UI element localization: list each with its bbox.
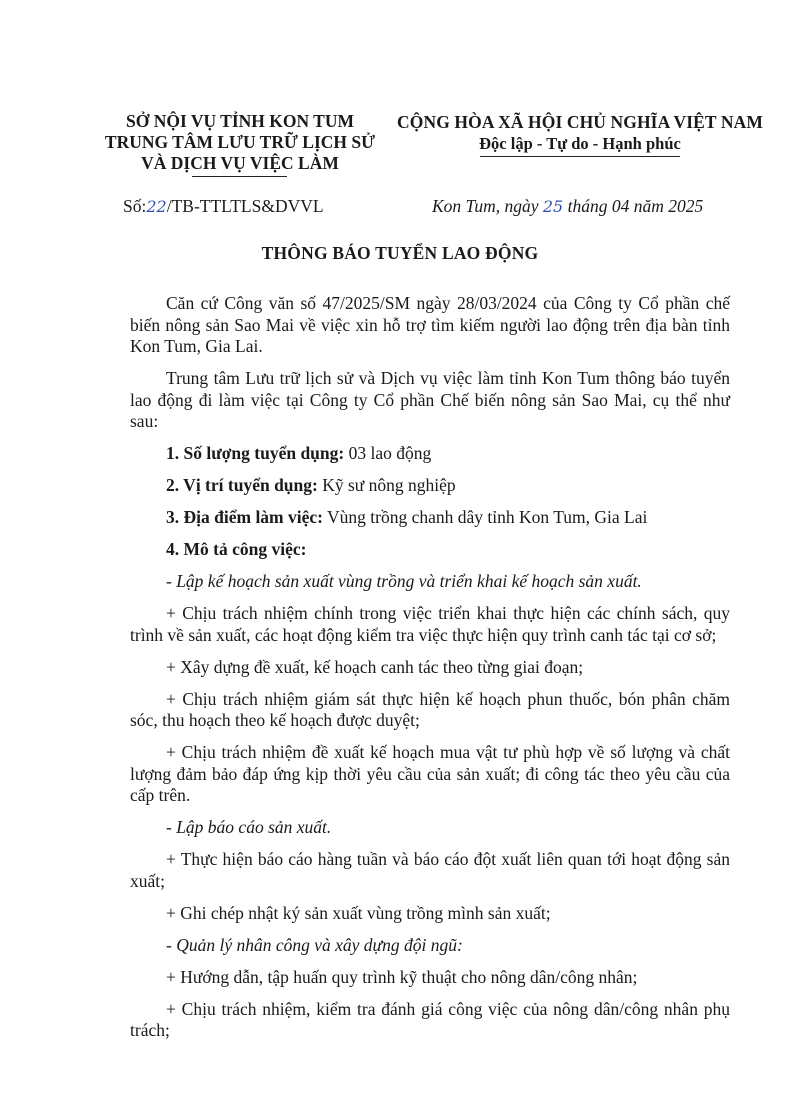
handwritten-number: 22 xyxy=(146,197,167,216)
handwritten-day: 25 xyxy=(542,197,564,216)
national-heading xyxy=(395,112,765,154)
item-location xyxy=(130,507,730,529)
org-line-2: TRUNG TÂM LƯU TRỮ LỊCH SỬ xyxy=(104,132,376,152)
org-line-1: SỞ NỘI VỤ TỈNH KON TUM xyxy=(125,111,355,131)
bullet-planning-1: + Chịu trách nhiệm chính trong việc triển khai thực hiện các chính sách, quy trình về sản xuất, các hoạt động kiểm tra việc thực hiện quy trình canh tác tại cơ sở; xyxy=(130,603,730,645)
bullet-reporting-1: + Thực hiện báo cáo hàng tuần và báo cáo đột xuất liên quan tới hoạt động sản xuất; xyxy=(130,849,730,891)
bullet-management-1: + Hướng dẫn, tập huấn quy trình kỹ thuật cho nông dân/công nhân; xyxy=(166,966,638,987)
subheading-planning: - Lập kế hoạch sản xuất vùng trồng và triển khai kế hoạch sản xuất. xyxy=(166,571,642,591)
subheading-reporting: - Lập báo cáo sản xuất. xyxy=(166,817,332,837)
item-quantity-label: 1. Số lượng tuyển dụng: xyxy=(166,443,345,463)
item-position-label: 2. Vị trí tuyển dụng: xyxy=(166,475,318,495)
issue-date xyxy=(432,196,703,217)
document-body xyxy=(130,293,730,1052)
org-underline xyxy=(192,176,287,177)
org-line-3: VÀ DỊCH VỤ VIỆC LÀM xyxy=(141,153,339,173)
national-motto: Độc lập - Tự do - Hạnh phúc xyxy=(479,134,681,153)
doc-number-prefix: Số: xyxy=(123,196,147,216)
bullet-planning-4: + Chịu trách nhiệm đề xuất kế hoạch mua vật tư phù hợp về số lượng và chất lượng đảm bảo đáp ứng kịp thời yêu cầu của sản xuất; đi công tác theo yêu cầu của cấp trên. xyxy=(130,742,730,805)
document-title: THÔNG BÁO TUYỂN LAO ĐỘNG xyxy=(261,243,539,263)
item-job-description: 4. Mô tả công việc: xyxy=(166,539,307,559)
motto-underline xyxy=(480,156,680,157)
item-position-value: Kỹ sư nông nghiệp xyxy=(322,475,456,495)
subheading-management: - Quản lý nhân công và xây dựng đội ngũ: xyxy=(166,934,463,955)
item-position xyxy=(130,475,730,497)
item-location-value: Vùng trồng chanh dây tỉnh Kon Tum, Gia Lai xyxy=(327,507,648,527)
item-quantity xyxy=(130,443,730,465)
bullet-planning-2: + Xây dựng đề xuất, kế hoạch canh tác theo từng giai đoạn; xyxy=(166,656,584,677)
nation-name: CỘNG HÒA XÃ HỘI CHỦ NGHĨA VIỆT NAM xyxy=(397,112,763,132)
document-number xyxy=(123,196,324,217)
paragraph-basis: Căn cứ Công văn số 47/2025/SM ngày 28/03/2024 của Công ty Cổ phần chế biến nông sản Sao Mai về việc xin hỗ trợ tìm kiếm người lao động trên địa bàn tỉnh Kon Tum, Gia Lai. xyxy=(130,293,730,356)
bullet-planning-3: + Chịu trách nhiệm giám sát thực hiện kế hoạch phun thuốc, bón phân chăm sóc, thu hoạch theo kế hoạch được duyệt; xyxy=(130,688,730,730)
bullet-management-2: + Chịu trách nhiệm, kiểm tra đánh giá công việc của nông dân/công nhân phụ trách; xyxy=(130,998,730,1040)
item-quantity-value: 03 lao động xyxy=(348,443,432,463)
item-location-label: 3. Địa điểm làm việc: xyxy=(166,507,323,527)
paragraph-announcement: Trung tâm Lưu trữ lịch sử và Dịch vụ việc làm tỉnh Kon Tum thông báo tuyển lao động đi làm việc tại Công ty Cổ phần Chế biến nông sản Sao Mai, cụ thể như sau: xyxy=(130,368,730,431)
doc-number-suffix: /TB-TTLTLS&DVVL xyxy=(166,196,324,216)
bullet-reporting-2: + Ghi chép nhật ký sản xuất vùng trồng mình sản xuất; xyxy=(166,902,551,923)
date-suffix: tháng 04 năm 2025 xyxy=(567,196,704,216)
issuing-organization xyxy=(100,111,380,174)
date-prefix: Kon Tum, ngày xyxy=(432,196,539,216)
